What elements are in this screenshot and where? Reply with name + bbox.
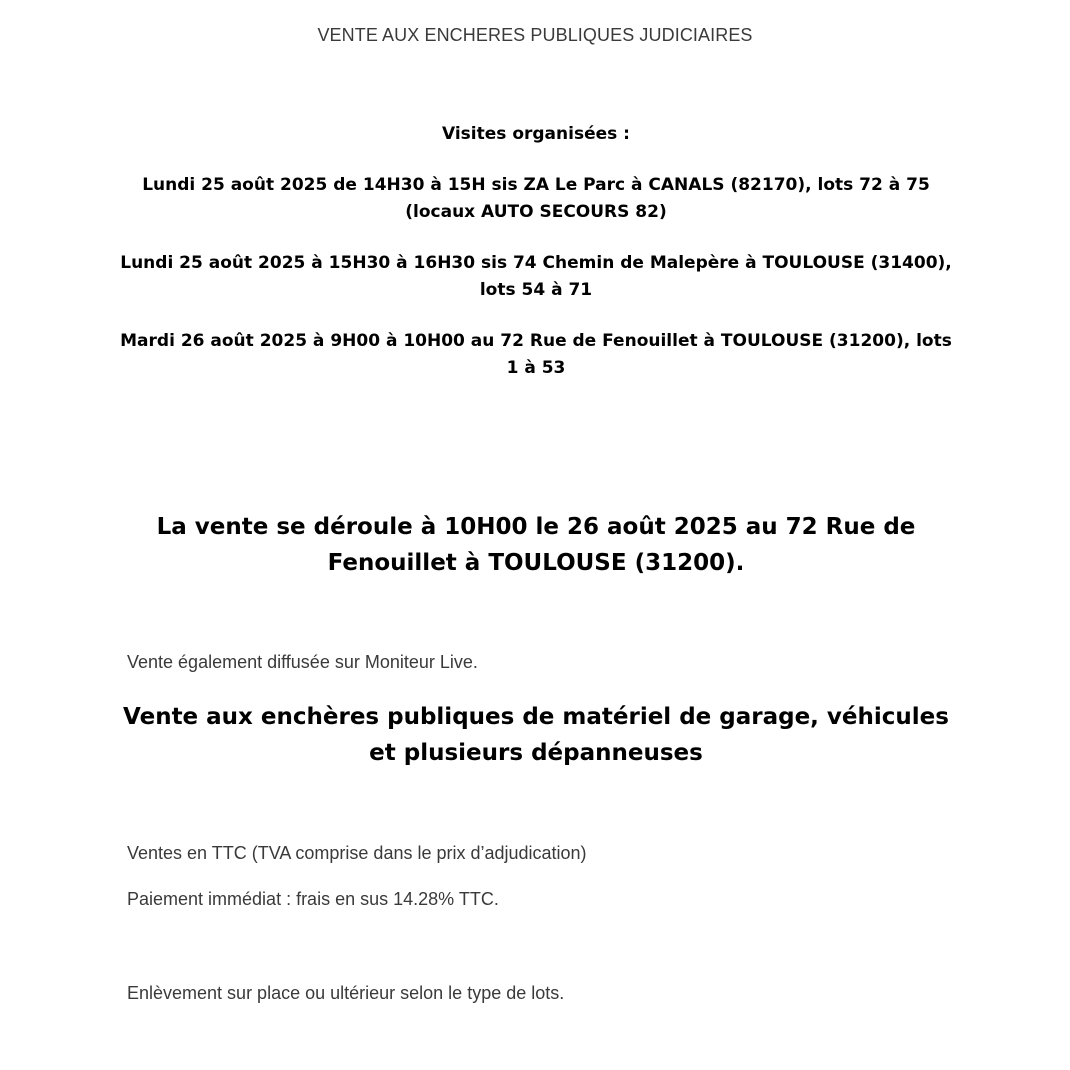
visit-item-1: Lundi 25 août 2025 de 14H30 à 15H sis ZA Le Parc à CANALS (82170), lots 72 à 75 (locaux AUTO SECOURS 82) — [142, 175, 930, 222]
payment-note: Paiement immédiat : frais en sus 14.28% TTC. — [127, 889, 499, 909]
sale-type-heading: Vente aux enchères publiques de matériel de garage, véhicules et plusieurs dépanneuses — [123, 704, 949, 766]
visits-heading: Visites organisées : — [442, 124, 630, 144]
visit-item-2: Lundi 25 août 2025 à 15H30 à 16H30 sis 74 Chemin de Malepère à TOULOUSE (31400), lots 54 à 71 — [120, 253, 952, 300]
visit-item-3: Mardi 26 août 2025 à 9H00 à 10H00 au 72 Rue de Fenouillet à TOULOUSE (31200), lots 1 à 53 — [120, 331, 952, 378]
sale-date-location: La vente se déroule à 10H00 le 26 août 2025 au 72 Rue de Fenouillet à TOULOUSE (31200). — [156, 514, 916, 576]
page-header-title: VENTE AUX ENCHERES PUBLIQUES JUDICIAIRES — [317, 25, 753, 45]
broadcast-note: Vente également diffusée sur Moniteur Live. — [127, 652, 478, 672]
ttc-note: Ventes en TTC (TVA comprise dans le prix d’adjudication) — [127, 843, 587, 863]
removal-note: Enlèvement sur place ou ultérieur selon le type de lots. — [127, 983, 565, 1003]
